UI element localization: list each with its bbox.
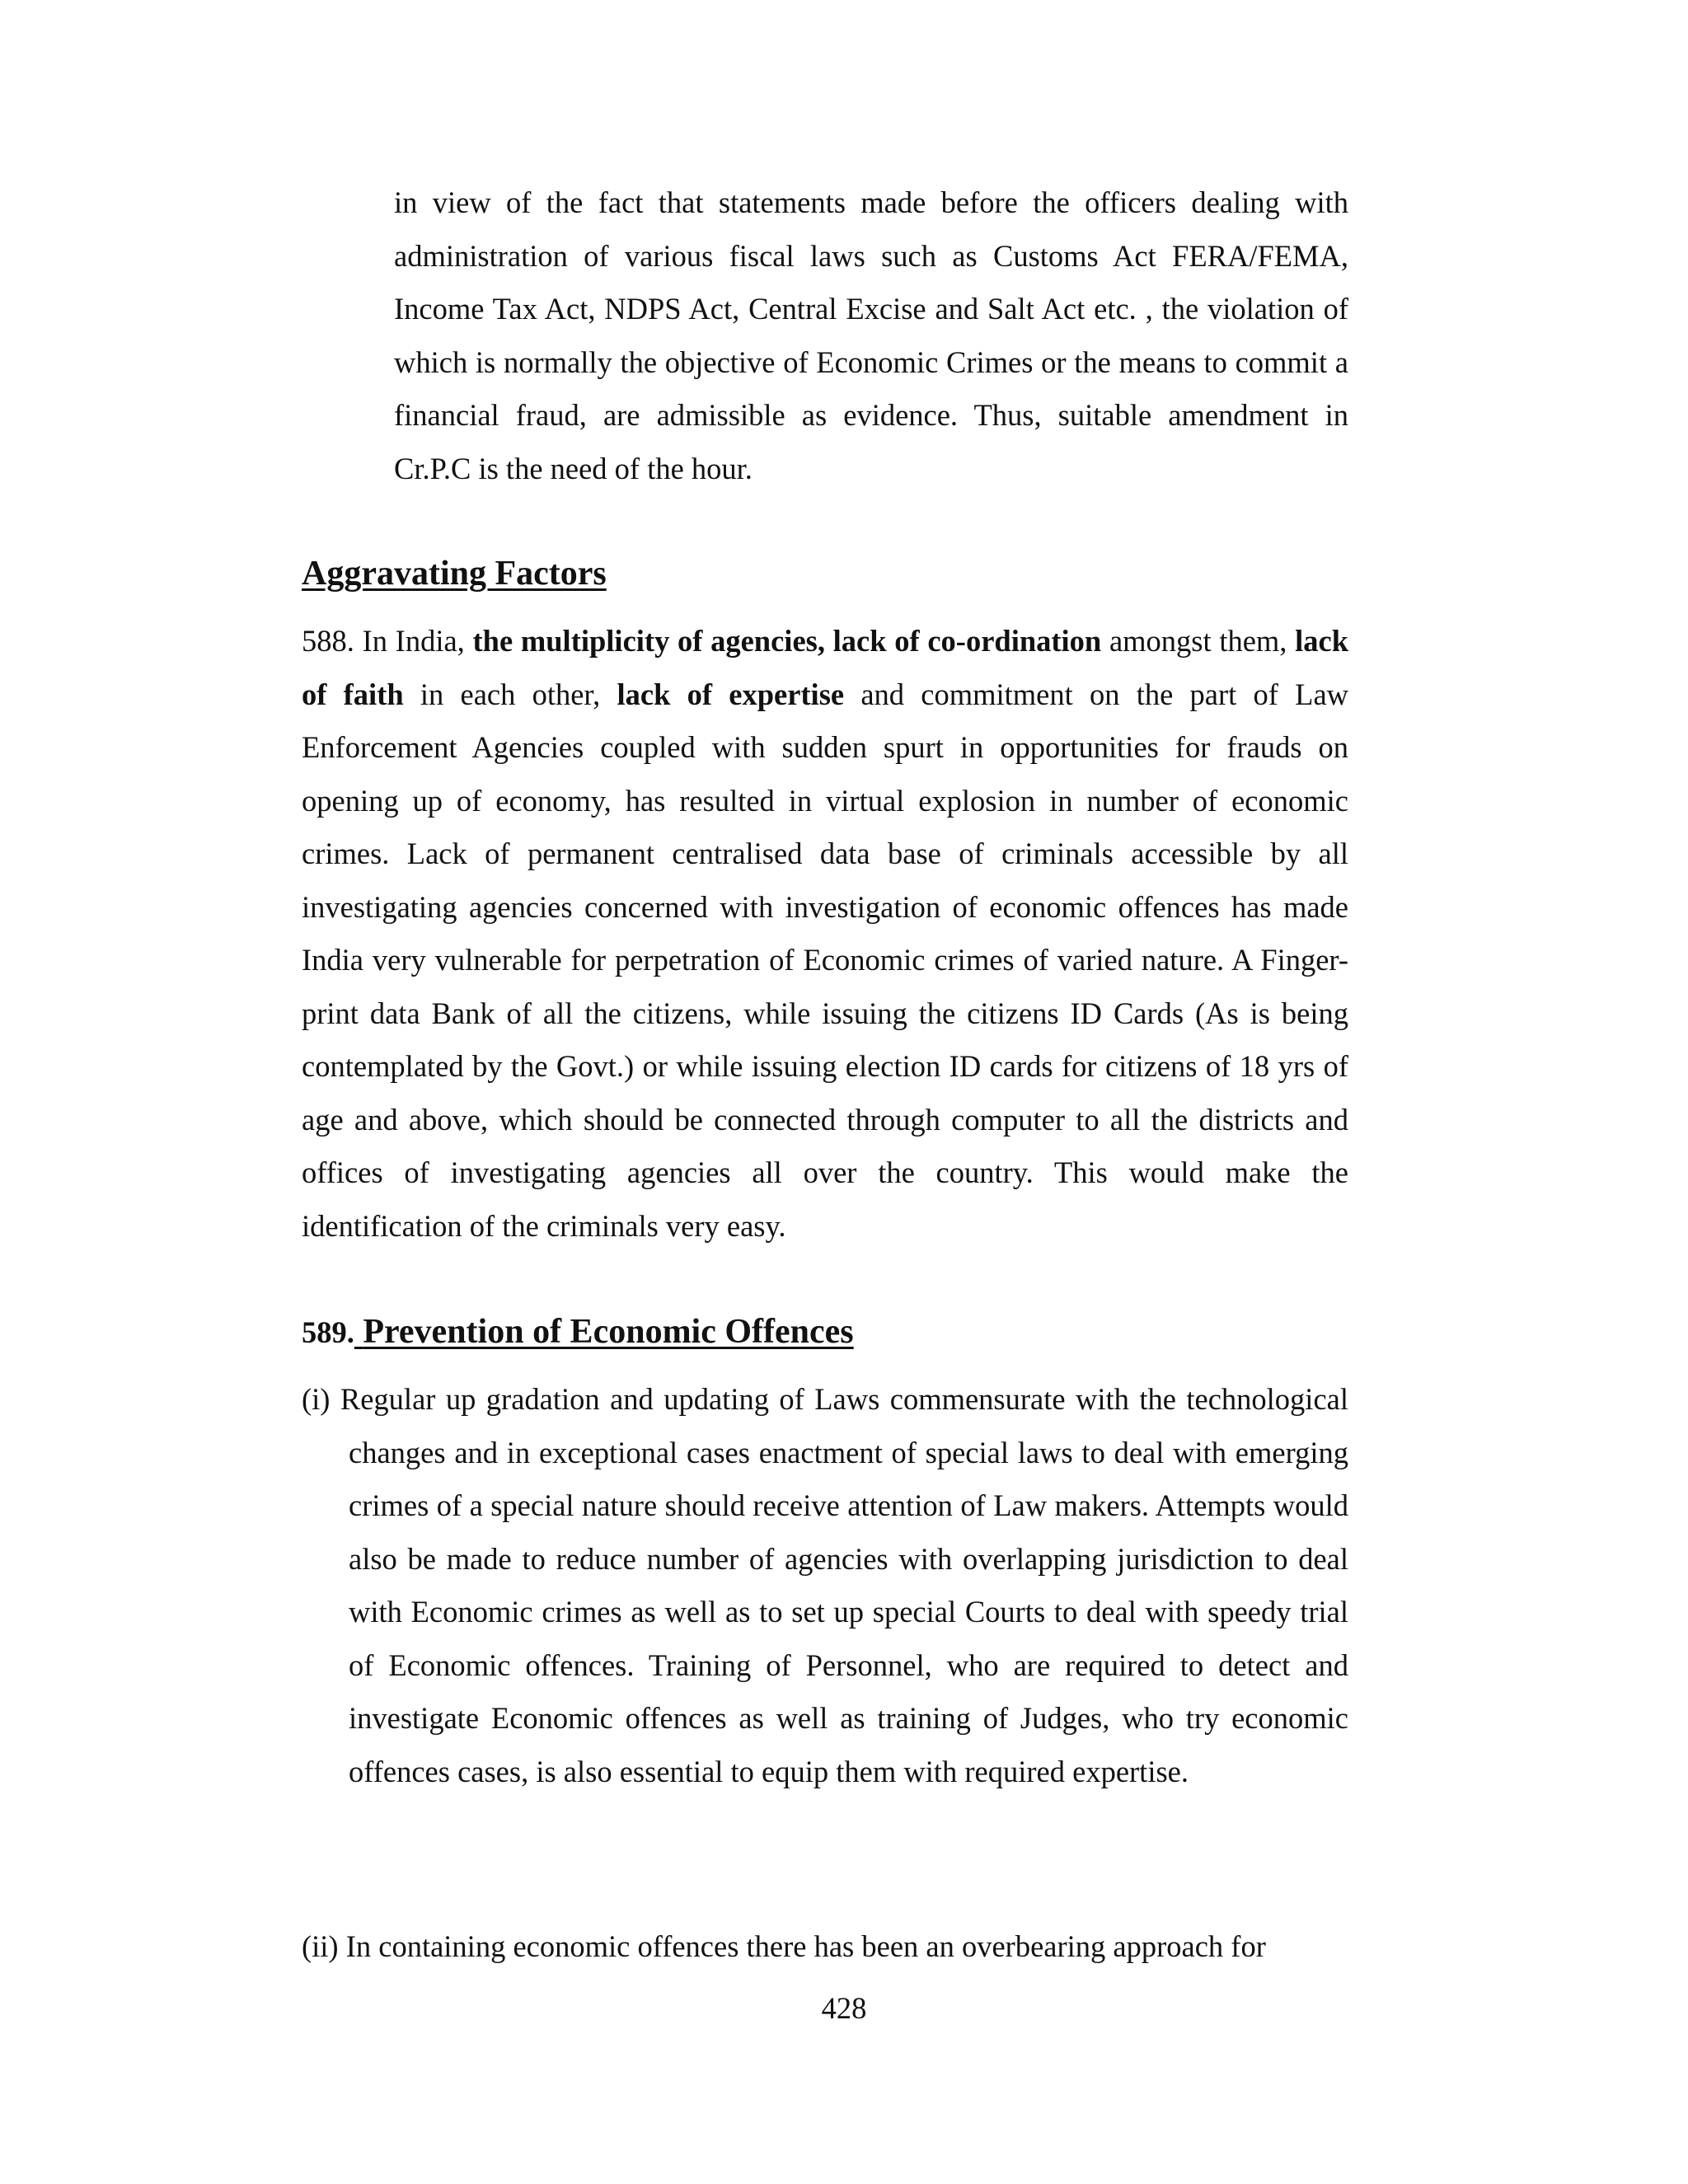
page-number: 428 bbox=[821, 1991, 867, 2025]
paragraph-588-text-3: and commitment on the part of Law Enforcement Agencies coupled with sudden spurt in opportunities for frauds on opening up of economy, has resulted in virtual explosion in number of economic crimes. Lack of permanent centralised data base of criminals accessible by all investigating agencies concerned with investigation of economic offences has made India very vulnerable for perpetration of Economic crimes of varied nature. A Finger-print data Bank of all the citizens, while issuing the citizens ID Cards (As is being contemplated by the Govt.) or while issuing election ID cards for citizens of 18 yrs of age and above, which should be connected through computer to all the districts and offices of investigating agencies all over the country. This would make the identification of the criminals very easy. bbox=[302, 677, 1349, 1243]
heading-prevention-title: Prevention of Economic Offences bbox=[363, 1313, 854, 1351]
bold-phrase-multiplicity: the multiplicity of agencies, lack of co-ordination bbox=[472, 624, 1102, 658]
bold-phrase-lack-of-faith: lack of faith bbox=[302, 624, 1349, 711]
paragraph-588 bbox=[302, 615, 1348, 1253]
list-item-i: (i) Regular up gradation and updating of Laws commensurate with the technological changes and in exceptional cases enactment of special laws to deal with emerging crimes of a special nature should receive attention of Law makers. Attempts would also be made to reduce number of agencies with overlapping jurisdiction to deal with Economic crimes as well as to set up special Courts to deal with speedy trial of Economic offences. Training of Personnel, who are required to detect and investigate Economic offences as well as training of Judges, who try economic offences cases, is also essential to equip them with required expertise. bbox=[302, 1382, 1348, 1788]
continuation-paragraph: in view of the fact that statements made before the officers dealing with administration of various fiscal laws such as Customs Act FERA/FEMA, Income Tax Act, NDPS Act, Central Excise and Salt Act etc. , the violation of which is normally the objective of Economic Crimes or the means to commit a financial fraud, are admissible as evidence. Thus, suitable amendment in Cr.P.C is the need of the hour. bbox=[394, 185, 1348, 485]
paragraph-588-intro: In India, bbox=[362, 624, 465, 658]
heading-prevention bbox=[302, 1312, 854, 1352]
paragraph-number-588: 588. bbox=[302, 624, 354, 658]
list-item-ii: (ii) In containing economic offences there has been an overbearing approach for bbox=[302, 1929, 1266, 1963]
paragraph-588-text-1: amongst them, bbox=[1109, 624, 1287, 658]
paragraph-588-text-2: in each other, bbox=[420, 677, 601, 711]
heading-aggravating-factors: Aggravating Factors bbox=[302, 555, 607, 593]
paragraph-number-589: 589. bbox=[302, 1315, 354, 1349]
bold-phrase-lack-of-expertise: lack of expertise bbox=[617, 677, 845, 711]
